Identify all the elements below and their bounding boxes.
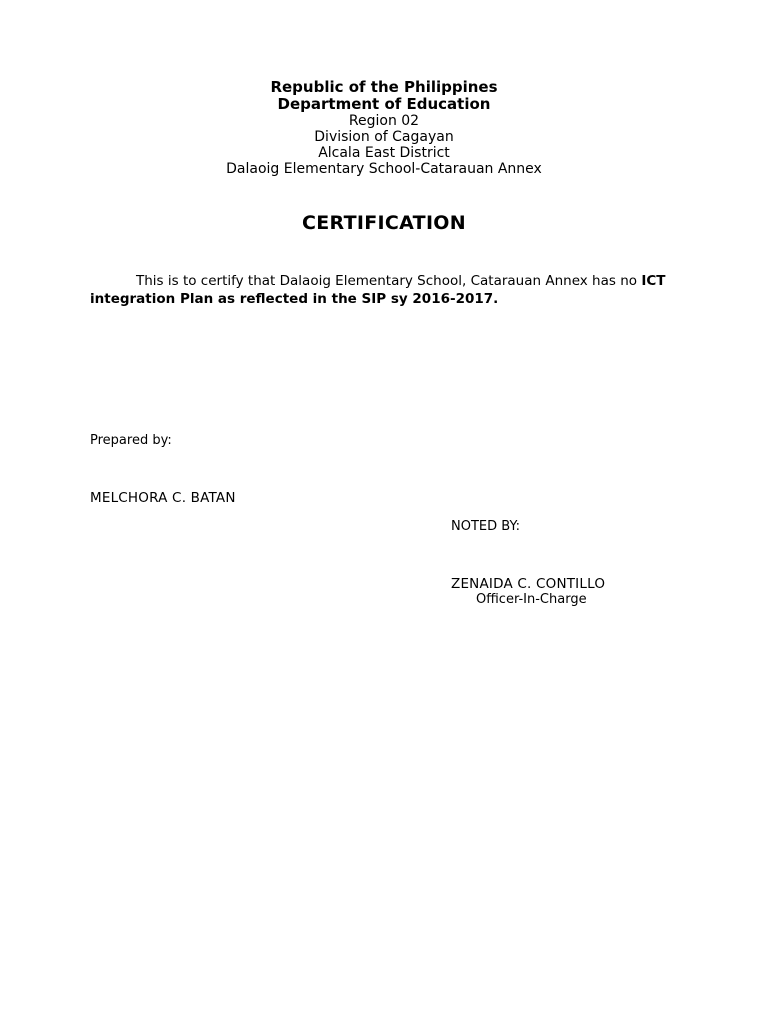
document-title: CERTIFICATION — [302, 212, 466, 234]
certification-emphasis: ICT integration Plan as reflected in the SIP sy 2016-2017. — [90, 273, 666, 307]
certification-text: This is to certify that Dalaoig Elementary School, Catarauan Annex has no — [136, 273, 642, 289]
certification-paragraph — [90, 272, 690, 308]
letterhead — [0, 79, 768, 177]
noter-position: Officer-In-Charge — [476, 592, 587, 607]
header-republic: Republic of the Philippines — [270, 78, 498, 96]
noted-by-label: NOTED BY: — [451, 519, 521, 534]
header-department: Department of Education — [277, 95, 491, 113]
noter-name: ZENAIDA C. CONTILLO — [451, 576, 606, 592]
header-region: Region 02 — [348, 113, 420, 129]
header-school: Dalaoig Elementary School-Catarauan Annex — [226, 161, 542, 177]
preparer-name: MELCHORA C. BATAN — [90, 490, 236, 506]
header-district: Alcala East District — [318, 145, 450, 161]
header-division: Division of Cagayan — [314, 129, 454, 145]
prepared-by-label: Prepared by: — [90, 433, 172, 448]
